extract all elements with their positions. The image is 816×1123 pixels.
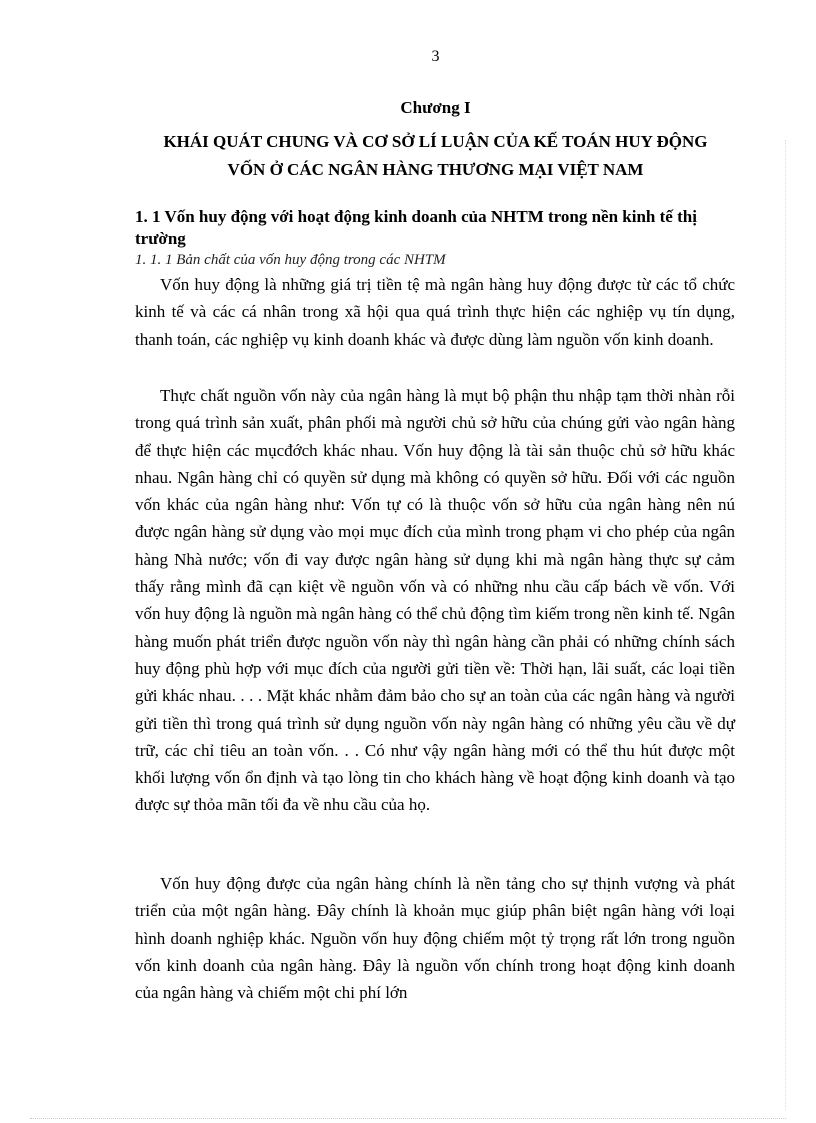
section-heading: 1. 1 Vốn huy động với hoạt động kinh doanh của NHTM trong nền kinh tế thị trường — [135, 207, 697, 248]
body-paragraph: Thực chất nguồn vốn này của ngân hàng là mụt bộ phận thu nhập tạm thời nhàn rỗi trong quá trình sản xuất, phân phối mà người chủ sở hữu của chúng gửi vào ngân hàng để thực hiện các mụcđớch khác nhau. Vốn huy động là tài sản thuộc chủ sở hữu khác nhau. Ngân hàng chỉ có quyền sử dụng mà không có quyền sở hữu. Đối với các nguồn vốn khác của ngân hàng như: Vốn tự có là thuộc vốn sở hữu của ngân hàng nên nú được ngân hàng sử dụng vào mọi mục đích của mình trong phạm vi cho phép của ngân hàng Nhà nước; vốn đi vay được ngân hàng sử dụng khi mà ngân hàng thực sự cảm thấy rằng mình đã cạn kiệt về nguồn vốn và có những nhu cầu cấp bách về vốn. Với vốn huy động là nguồn mà ngân hàng có thể chủ động tìm kiếm trong nền kinh tế. Ngân hàng muốn phát triển được nguồn vốn này thì ngân hàng cần phải có những chính sách huy động phù hợp với mục đích của người gửi tiền về: Thời hạn, lãi suất, các loại tiền gửi khác nhau. . . . Mặt khác nhằm đảm bảo cho sự an toàn của các ngân hàng và người gửi tiền thì trong quá trình sử dụng nguồn vốn này ngân hàng có những yêu cầu về dự trữ, các chỉ tiêu an toàn vốn. . . Có như vậy ngân hàng mới có thể thu hút được một khối lượng vốn ổn định và tạo lòng tin cho khách hàng về hoạt động kinh doanh và tạo được sự thỏa mãn tối đa về nhu cầu của họ. — [135, 386, 735, 815]
body-paragraph: Vốn huy động là những giá trị tiền tệ mà ngân hàng huy động được từ các tổ chức kinh tế và các cá nhân trong xã hội qua quá trình thực hiện các nghiệp vụ tín dụng, thanh toán, các nghiệp vụ kinh doanh khác và được dùng làm nguồn vốn kinh doanh. — [135, 275, 735, 349]
chapter-label: Chương I — [400, 98, 471, 117]
body-paragraph: Vốn huy động được của ngân hàng chính là nền tảng cho sự thịnh vượng và phát triển của một ngân hàng. Đây chính là khoản mục giúp phân biệt ngân hàng với loại hình doanh nghiệp khác. Nguồn vốn huy động chiếm một tỷ trọng rất lớn trong nguồn vốn kinh doanh của ngân hàng. Đây là nguồn vốn chính trong hoạt động kinh doanh của ngân hàng và chiếm một chi phí lớn — [135, 874, 735, 1003]
chapter-title: KHÁI QUÁT CHUNG VÀ CƠ SỞ LÍ LUẬN CỦA KẾ TOÁN HUY ĐỘNG VỐN Ở CÁC NGÂN HÀNG THƯƠNG MẠI VIỆT NAM — [163, 132, 708, 179]
page-bottom-rule — [30, 1118, 786, 1119]
page-margin-guide — [785, 140, 786, 1110]
page-number: 3 — [431, 48, 440, 65]
subsection-heading: 1. 1. 1 Bản chất của vốn huy động trong các NHTM — [135, 252, 446, 268]
